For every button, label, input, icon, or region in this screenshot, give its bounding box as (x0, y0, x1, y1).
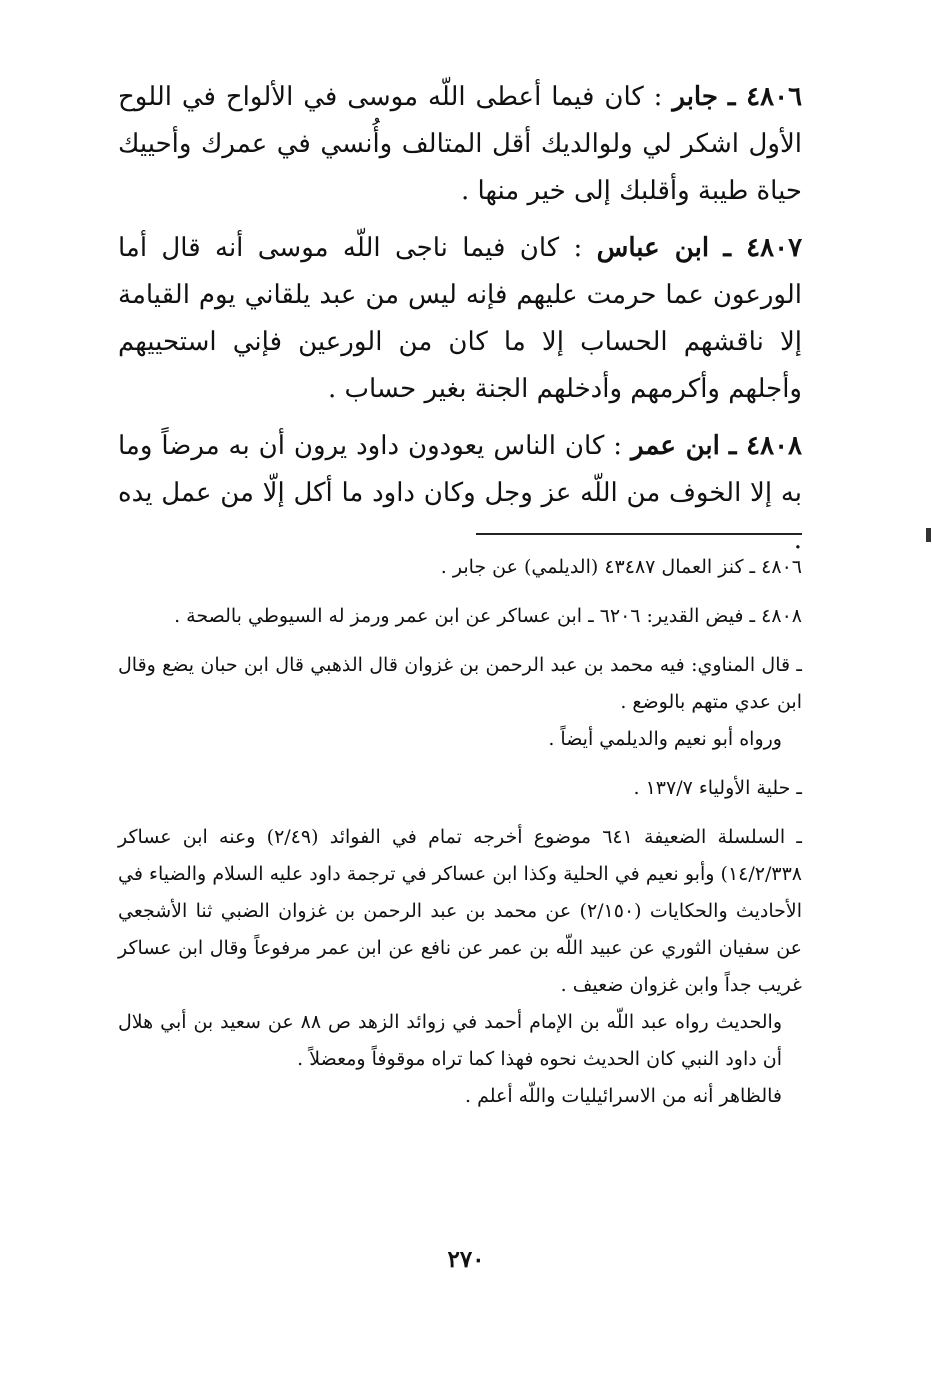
hadith-entry-4807 (118, 225, 802, 413)
main-text (118, 74, 802, 564)
footnote-divider (476, 533, 802, 535)
footnote-conclusion: فالظاهر أنه من الاسرائيليات واللّه أعلم . (465, 1085, 782, 1107)
hadith-entry-4806 (118, 74, 802, 215)
entry-narrator: جابر (672, 82, 718, 112)
margin-mark (926, 528, 931, 542)
hadith-entry-4808 (118, 423, 802, 564)
entry-number: ٤٨٠٦ ـ (727, 82, 803, 112)
entry-number: ٤٨٠٧ ـ (723, 233, 803, 263)
footnote-4808: ٤٨٠٨ ـ فيض القدير: ٦٢٠٦ ـ ابن عساكر عن ابن عمر ورمز له السيوطي بالصحة . (174, 605, 802, 627)
footnote-4806: ٤٨٠٦ ـ كنز العمال ٤٣٤٨٧ (الديلمي) عن جابر . (440, 556, 802, 578)
footnote-hilya: ـ حلية الأولياء ١٣٧/٧ . (633, 777, 802, 799)
page-number: ٢٧٠ (447, 1246, 485, 1273)
footnote-silsila: ـ السلسلة الضعيفة ٦٤١ موضوع أخرجه تمام في الفوائد (٢/٤٩) وعنه ابن عساكر ١٤/٢/٣٣٨) وأبو نعيم في الحلية وكذا ابن عساكر في ترجمة داود عليه السلام والضياء في الأحاديث والحكايات (٢/١٥٠) عن محمد بن عبد الرحمن بن غزوان الضبي ثنا الأشجعي عن سفيان الثوري عن عبيد اللّه بن عمر عن نافع عن ابن عمر مرفوعاً وقال ابن عساكر غريب جداً وابن غزوان ضعيف . (118, 826, 802, 996)
footnote-abu-nuaym: ورواه أبو نعيم والديلمي أيضاً . (548, 728, 782, 750)
entry-narrator: ابن عمر (630, 431, 720, 461)
entry-text: : كان فيما ناجى اللّه موسى أنه قال أما الورعون عما حرمت عليهم فإنه ليس من عبد يلقاني يوم القيامة إلا ناقشهم الحساب إلا ما كان من الورعين فإني استحييهم وأجلهم وأكرمهم وأدخلهم الجنة بغير حساب . (118, 233, 802, 404)
footnote-zuhd: والحديث رواه عبد اللّه بن الإمام أحمد في زوائد الزهد ص ٨٨ عن سعيد بن أبي هلال أن داود النبي كان الحديث نحوه فهذا كما تراه موقوفاً ومعضلاً . (118, 1011, 783, 1070)
entry-number: ٤٨٠٨ ـ (728, 431, 803, 461)
entry-text: : كان فيما أعطى اللّه موسى في الألواح في اللوح الأول اشكر لي ولوالديك أقل المتالف وأُنسي في عمرك وأحييك حياة طيبة وأقلبك إلى خير منها . (118, 82, 802, 206)
footnotes (118, 549, 802, 1115)
entry-narrator: ابن عباس (596, 233, 710, 263)
footnote-munawi: ـ قال المناوي: فيه محمد بن عبد الرحمن بن غزوان قال الذهبي قال ابن حبان يضع وقال ابن عدي متهم بالوضع . (118, 654, 802, 713)
entry-text: : كان الناس يعودون داود يرون أن به مرضاً وما به إلا الخوف من اللّه عز وجل وكان داود ما أكل إلّا من عمل يده . (118, 431, 802, 555)
